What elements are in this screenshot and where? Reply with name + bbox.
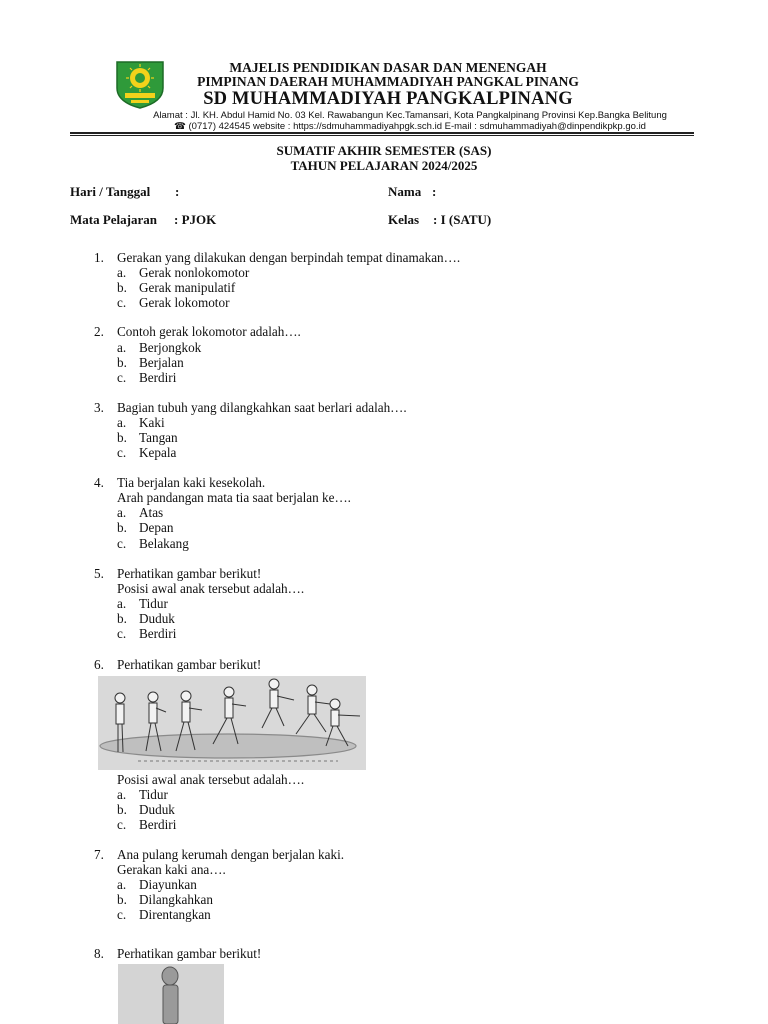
option-text: Tidur — [139, 787, 168, 802]
option-text: Kepala — [139, 445, 177, 460]
option-text: Duduk — [139, 611, 175, 626]
option-text: Berjalan — [139, 355, 184, 370]
option-text: Depan — [139, 520, 174, 535]
option-text: Atas — [139, 505, 164, 520]
header-org-line: MAJELIS PENDIDIKAN DASAR DAN MENENGAH — [229, 60, 547, 75]
question-text: Perhatikan gambar berikut! — [117, 657, 262, 672]
option-letter: a. — [117, 787, 127, 802]
header-divider-thin — [70, 135, 694, 136]
option-letter: b. — [117, 892, 127, 907]
option-letter: a. — [117, 505, 127, 520]
option-letter: a. — [117, 596, 127, 611]
option-letter: b. — [117, 430, 127, 445]
option-text: Tidur — [139, 596, 168, 611]
option-text: Berdiri — [139, 817, 177, 832]
option-text: Tangan — [139, 430, 178, 445]
header-divider-thick — [70, 132, 694, 134]
option-text: Gerak lokomotor — [139, 295, 230, 310]
header-region-line: PIMPINAN DAERAH MUHAMMADIYAH PANGKAL PINANG — [197, 74, 579, 89]
exam-year: TAHUN PELAJARAN 2024/2025 — [290, 158, 478, 173]
option-text: Gerak manipulatif — [139, 280, 236, 295]
school-name: SD MUHAMMADIYAH PANGKALPINANG — [203, 89, 573, 109]
label-mata-pelajaran: Mata Pelajaran — [70, 212, 158, 227]
option-letter: c. — [117, 907, 127, 922]
option-letter: c. — [117, 370, 127, 385]
question-text: Ana pulang kerumah dengan berjalan kaki. — [117, 847, 345, 862]
value-mata-pelajaran: : PJOK — [174, 212, 217, 227]
question-text: Perhatikan gambar berikut! — [117, 566, 262, 581]
option-letter: a. — [117, 877, 127, 892]
phone-icon: ☎ — [174, 121, 186, 132]
option-letter: a. — [117, 265, 127, 280]
option-text: Berjongkok — [139, 340, 202, 355]
option-letter: b. — [117, 355, 127, 370]
option-text: Duduk — [139, 802, 175, 817]
value-kelas: : I (SATU) — [433, 212, 492, 227]
question-number: 6. — [94, 657, 104, 672]
option-letter: a. — [117, 340, 127, 355]
question-text: Tia berjalan kaki kesekolah. — [117, 475, 266, 490]
option-text: Diayunkan — [139, 877, 197, 892]
option-text: Berdiri — [139, 370, 177, 385]
option-text: Dilangkahkan — [139, 892, 213, 907]
option-text: Gerak nonlokomotor — [139, 265, 250, 280]
question-number: 1. — [94, 250, 104, 265]
option-letter: b. — [117, 280, 127, 295]
option-text: Direntangkan — [139, 907, 211, 922]
option-letter: c. — [117, 817, 127, 832]
option-letter: b. — [117, 611, 127, 626]
question-number: 4. — [94, 475, 104, 490]
contact-text: (0717) 424545 website : https://sdmuhammadiyahpgk.sch.id E-mail : sdmuhammadiyah@dinpendikpkp.go.id — [188, 121, 646, 132]
value-hari-tanggal: : — [175, 184, 180, 199]
question-text: Arah pandangan mata tia saat berjalan ke…. — [117, 490, 351, 505]
question-text: Gerakan yang dilakukan dengan berpindah tempat dinamakan…. — [117, 250, 461, 265]
question-text: Bagian tubuh yang dilangkahkan saat berlari adalah…. — [117, 400, 407, 415]
question-number: 2. — [94, 324, 104, 339]
option-text: Berdiri — [139, 626, 177, 641]
school-contact — [60, 121, 760, 132]
option-text: Belakang — [139, 536, 189, 551]
question-text: Posisi awal anak tersebut adalah…. — [117, 772, 305, 787]
standing-child-illustration — [118, 964, 224, 1024]
option-letter: c. — [117, 445, 127, 460]
question-text: Contoh gerak lokomotor adalah…. — [117, 324, 301, 339]
option-letter: c. — [117, 295, 127, 310]
question-number: 3. — [94, 400, 104, 415]
option-letter: c. — [117, 536, 127, 551]
option-letter: b. — [117, 802, 127, 817]
exam-title: SUMATIF AKHIR SEMESTER (SAS) — [276, 143, 492, 158]
question-number: 8. — [94, 946, 104, 961]
option-text: Kaki — [139, 415, 165, 430]
question-text: Gerakan kaki ana…. — [117, 862, 226, 877]
jumping-children-illustration — [98, 676, 366, 770]
question-text: Posisi awal anak tersebut adalah…. — [117, 581, 305, 596]
question-number: 5. — [94, 566, 104, 581]
option-letter: a. — [117, 415, 127, 430]
question-number: 7. — [94, 847, 104, 862]
label-hari-tanggal: Hari / Tanggal — [70, 184, 151, 199]
school-logo-icon — [113, 58, 167, 110]
school-address: Alamat : Jl. KH. Abdul Hamid No. 03 Kel. Rawabangun Kec.Tamansari, Kota Pangkalpinang Provinsi Kep.Bangka Belitung — [153, 110, 667, 121]
question-text: Perhatikan gambar berikut! — [117, 946, 262, 961]
label-kelas: Kelas — [388, 212, 420, 227]
value-nama: : — [432, 184, 437, 199]
option-letter: c. — [117, 626, 127, 641]
label-nama: Nama — [388, 184, 422, 199]
option-letter: b. — [117, 520, 127, 535]
